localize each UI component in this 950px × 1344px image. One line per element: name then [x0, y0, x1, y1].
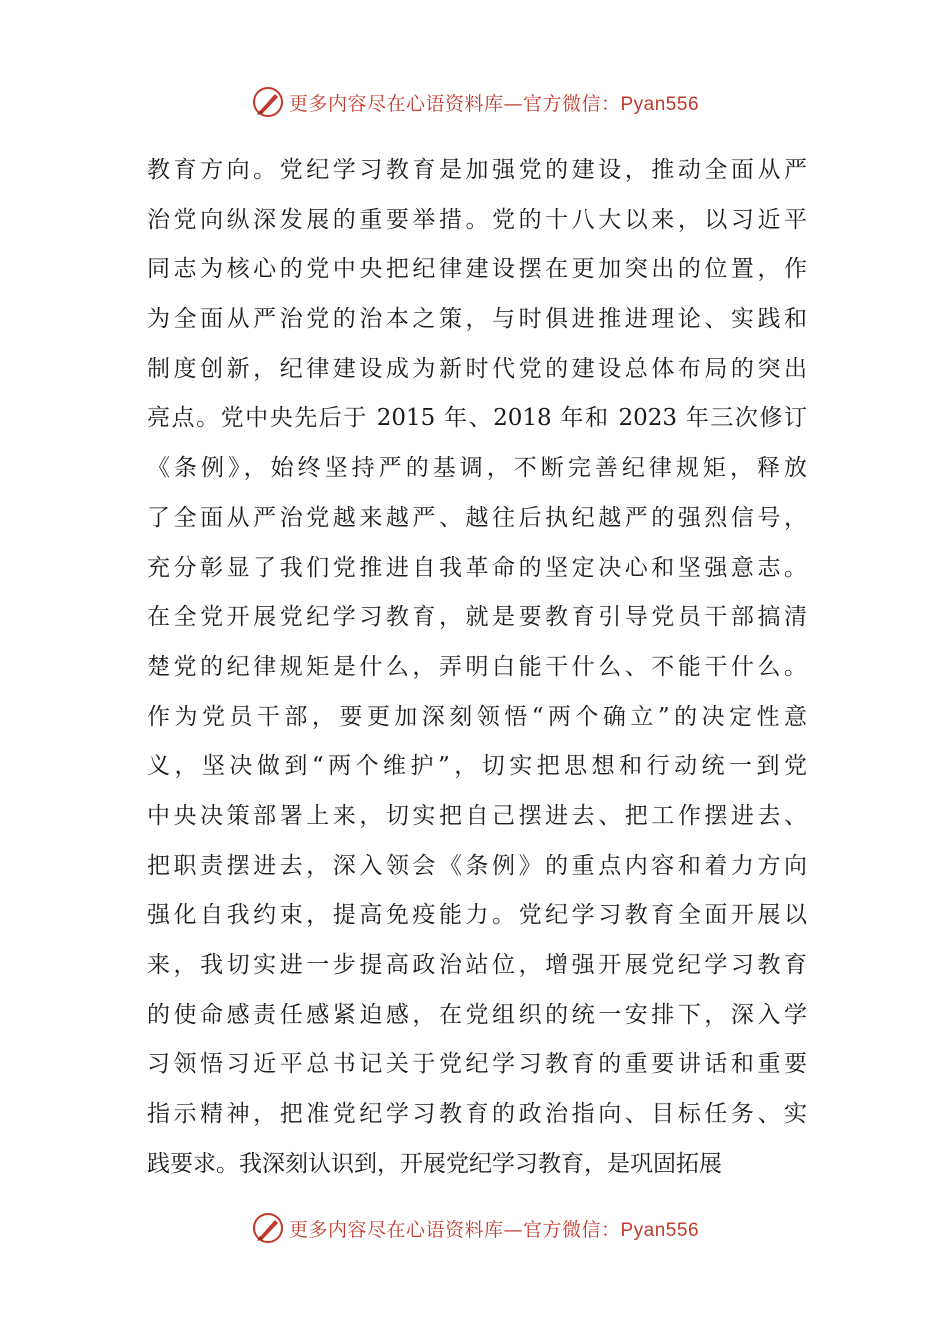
header-banner-text	[289, 89, 699, 116]
pen-logo-icon	[251, 85, 285, 119]
body-line: 义，坚决做到“两个维护”，切实把思想和行动统一到党	[147, 753, 807, 780]
body-line: 中央决策部署上来，切实把自己摆进去、把工作摆进去、	[147, 802, 807, 829]
body-line: 指示精神，把准党纪学习教育的政治指向、目标任务、实	[147, 1101, 807, 1128]
footer-banner-label: 更多内容尽在心语资料库—官方微信：	[288, 1218, 621, 1241]
body-line: 作为党员干部，要更加深刻领悟“两个确立”的决定性意	[147, 703, 807, 730]
body-line: 同志为核心的党中央把纪律建设摆在更加突出的位置，作	[147, 256, 807, 283]
body-line: 充分彰显了我们党推进自我革命的坚定决心和坚强意志。	[147, 554, 807, 581]
footer-wechat-id: Pyan556	[620, 1219, 700, 1241]
body-line: 习领悟习近平总书记关于党纪学习教育的重要讲话和重要	[147, 1051, 807, 1078]
body-line: 楚党的纪律规矩是什么，弄明白能干什么、不能干什么。	[147, 653, 807, 680]
header-watermark-banner	[0, 82, 950, 122]
footer-watermark-banner	[0, 1208, 950, 1248]
header-wechat-id: Pyan556	[620, 93, 700, 115]
body-line: 《条例》，始终坚持严的基调，不断完善纪律规矩，释放	[147, 455, 807, 482]
body-line: 教育方向。党纪学习教育是加强党的建设，推动全面从严	[147, 157, 807, 183]
body-line: 治党向纵深发展的重要举措。党的十八大以来，以习近平	[147, 206, 807, 233]
body-line: 强化自我约束，提高免疫能力。党纪学习教育全面开展以	[147, 902, 807, 929]
body-line: 的使命感责任感紧迫感，在党组织的统一安排下，深入学	[147, 1001, 807, 1028]
pen-logo-icon	[251, 1211, 285, 1245]
body-line: 亮点。党中央先后于 2015 年、2018 年和 2023 年三次修订	[147, 405, 807, 432]
body-line: 来，我切实进一步提高政治站位，增强开展党纪学习教育	[147, 952, 807, 978]
document-body	[147, 146, 807, 1189]
header-banner-label: 更多内容尽在心语资料库—官方微信：	[288, 92, 621, 115]
body-line: 了全面从严治党越来越严、越往后执纪越严的强烈信号，	[147, 504, 807, 531]
body-line: 把职责摆进去，深入领会《条例》的重点内容和着力方向	[147, 852, 807, 879]
body-line: 在全党开展党纪学习教育，就是要教育引导党员干部搞清	[147, 604, 807, 631]
body-line: 践要求。我深刻认识到，开展党纪学习教育，是巩固拓展	[147, 1150, 722, 1177]
body-line: 制度创新，纪律建设成为新时代党的建设总体布局的突出	[147, 355, 807, 382]
footer-banner-text	[289, 1215, 699, 1242]
body-line: 为全面从严治党的治本之策，与时俱进推进理论、实践和	[147, 306, 807, 333]
